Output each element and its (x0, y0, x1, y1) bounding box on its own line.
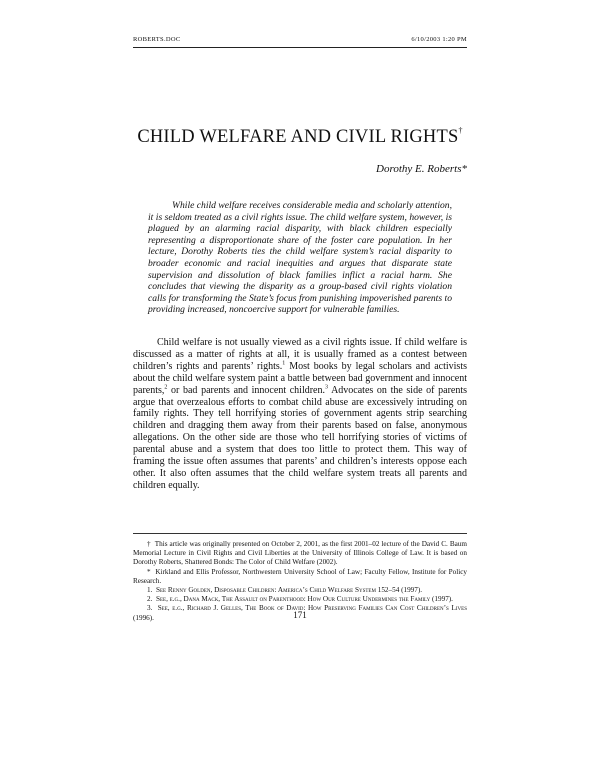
footnote-3-text: See, e.g., Richard J. Gelles, The Book of David: How Preserving Families Can Cost Children’s Lives (1996). (133, 604, 467, 622)
body-text-1: Child welfare is not usually viewed as a civil rights issue. If child welfare is discussed as a matter of rights at all, it is usually framed as a contest between children’s rights and parents’ rights. (133, 337, 467, 372)
body-text-4: Advocates on the side of parents argue that overzealous efforts to combat child abuse are excessively intruding on family rights. They tell horrifying stories of government agents strip searching children and dragging them away from their parents based on false, anonymous allegations. On the other side are those who tell horrifying stories of victims of parental abuse and a system that does too little to protect them. This way of framing the issue often assumes that parents’ and children’s interests oppose each other. It also often assumes that the child welfare system treats all parents and children equally. (133, 384, 468, 491)
running-header-date: 6/10/2003 1:20 PM (411, 36, 467, 43)
footnote-2-text: See, e.g., Dana Mack, The Assault on Parenthood: How Our Culture Undermines the Family (1997). (155, 595, 453, 604)
footnote-ref-3: 3 (325, 384, 328, 391)
running-header-filename: ROBERTS.DOC (133, 36, 181, 43)
title-text: CHILD WELFARE AND CIVIL RIGHTS (137, 127, 459, 147)
footnote-2: 2. See, e.g., Dana Mack, The Assault on Parenthood: How Our Culture Undermines the Family (1997). (147, 595, 453, 604)
footnote-star-text: Kirkland and Ellis Professor, Northwestern University School of Law; Faculty Fellow, Institute for Policy Research. (133, 567, 468, 585)
footnote-rule (133, 533, 467, 534)
footnote-dagger-text: This article was originally presented on October 2, 2001, as the first 2001–02 lecture of the David C. Baum Memorial Lecture in Civil Rights and Civil Liberties at the University of Illinois College of Law. It is based on Dorothy Roberts, Shattered Bonds: The Color of Child Welfare (2002). (133, 540, 467, 567)
footnote-dagger: † This article was originally presented on October 2, 2001, as the first 2001–02 lecture of the David C. Baum Memorial Lecture in Civil Rights and Civil Liberties at the University of Illinois College of Law. It is based on Dorothy Roberts, Shattered Bonds: The Color of Child Welfare (2002). (133, 540, 467, 567)
page-number: 171 (293, 610, 307, 620)
article-title (133, 126, 467, 148)
footnote-ref-1: 1 (282, 360, 286, 367)
footnote-star: * Kirkland and Ellis Professor, Northwestern University School of Law; Faculty Fellow, Institute for Policy Research. (133, 567, 468, 585)
body-paragraph (133, 337, 467, 492)
author-name: Dorothy E. Roberts* (376, 163, 467, 175)
footnote-ref-2: 2 (164, 384, 168, 391)
header-rule (133, 47, 467, 48)
abstract: While child welfare receives considerable media and scholarly attention, it is seldom treated as a civil rights issue. The child welfare system, however, is plagued by an alarming racial disparity, with black children especially representing a disproportionate share of the foster care population. In her lecture, Dorothy Roberts ties the child welfare system’s racial disparity to broader economic and racial inequities and argues that disparate state supervision and dissolution of black families inflict a racial harm. She concludes that viewing the disparity as a group-based civil rights violation calls for transforming the State’s focus from punishing impoverished parents to providing increased, noncoercive support for vulnerable families. (148, 200, 452, 316)
footnote-1: 1. See Renny Golden, Disposable Children: America’s Child Welfare System 152–54 (1997). (147, 586, 423, 595)
footnote-3: 3. See, e.g., Richard J. Gelles, The Book of David: How Preserving Families Can Cost Children’s Lives (1996). (133, 604, 467, 622)
body-text-3: or bad parents and innocent children. (167, 384, 325, 396)
title-footnote-mark: † (458, 126, 463, 135)
footnote-1-text: See Renny Golden, Disposable Children: America’s Child Welfare System 152–54 (1997). (155, 586, 423, 595)
body-text-2: Most books by legal scholars and activists about the child welfare system paint a battle between bad government and innocent parents, (133, 360, 467, 396)
